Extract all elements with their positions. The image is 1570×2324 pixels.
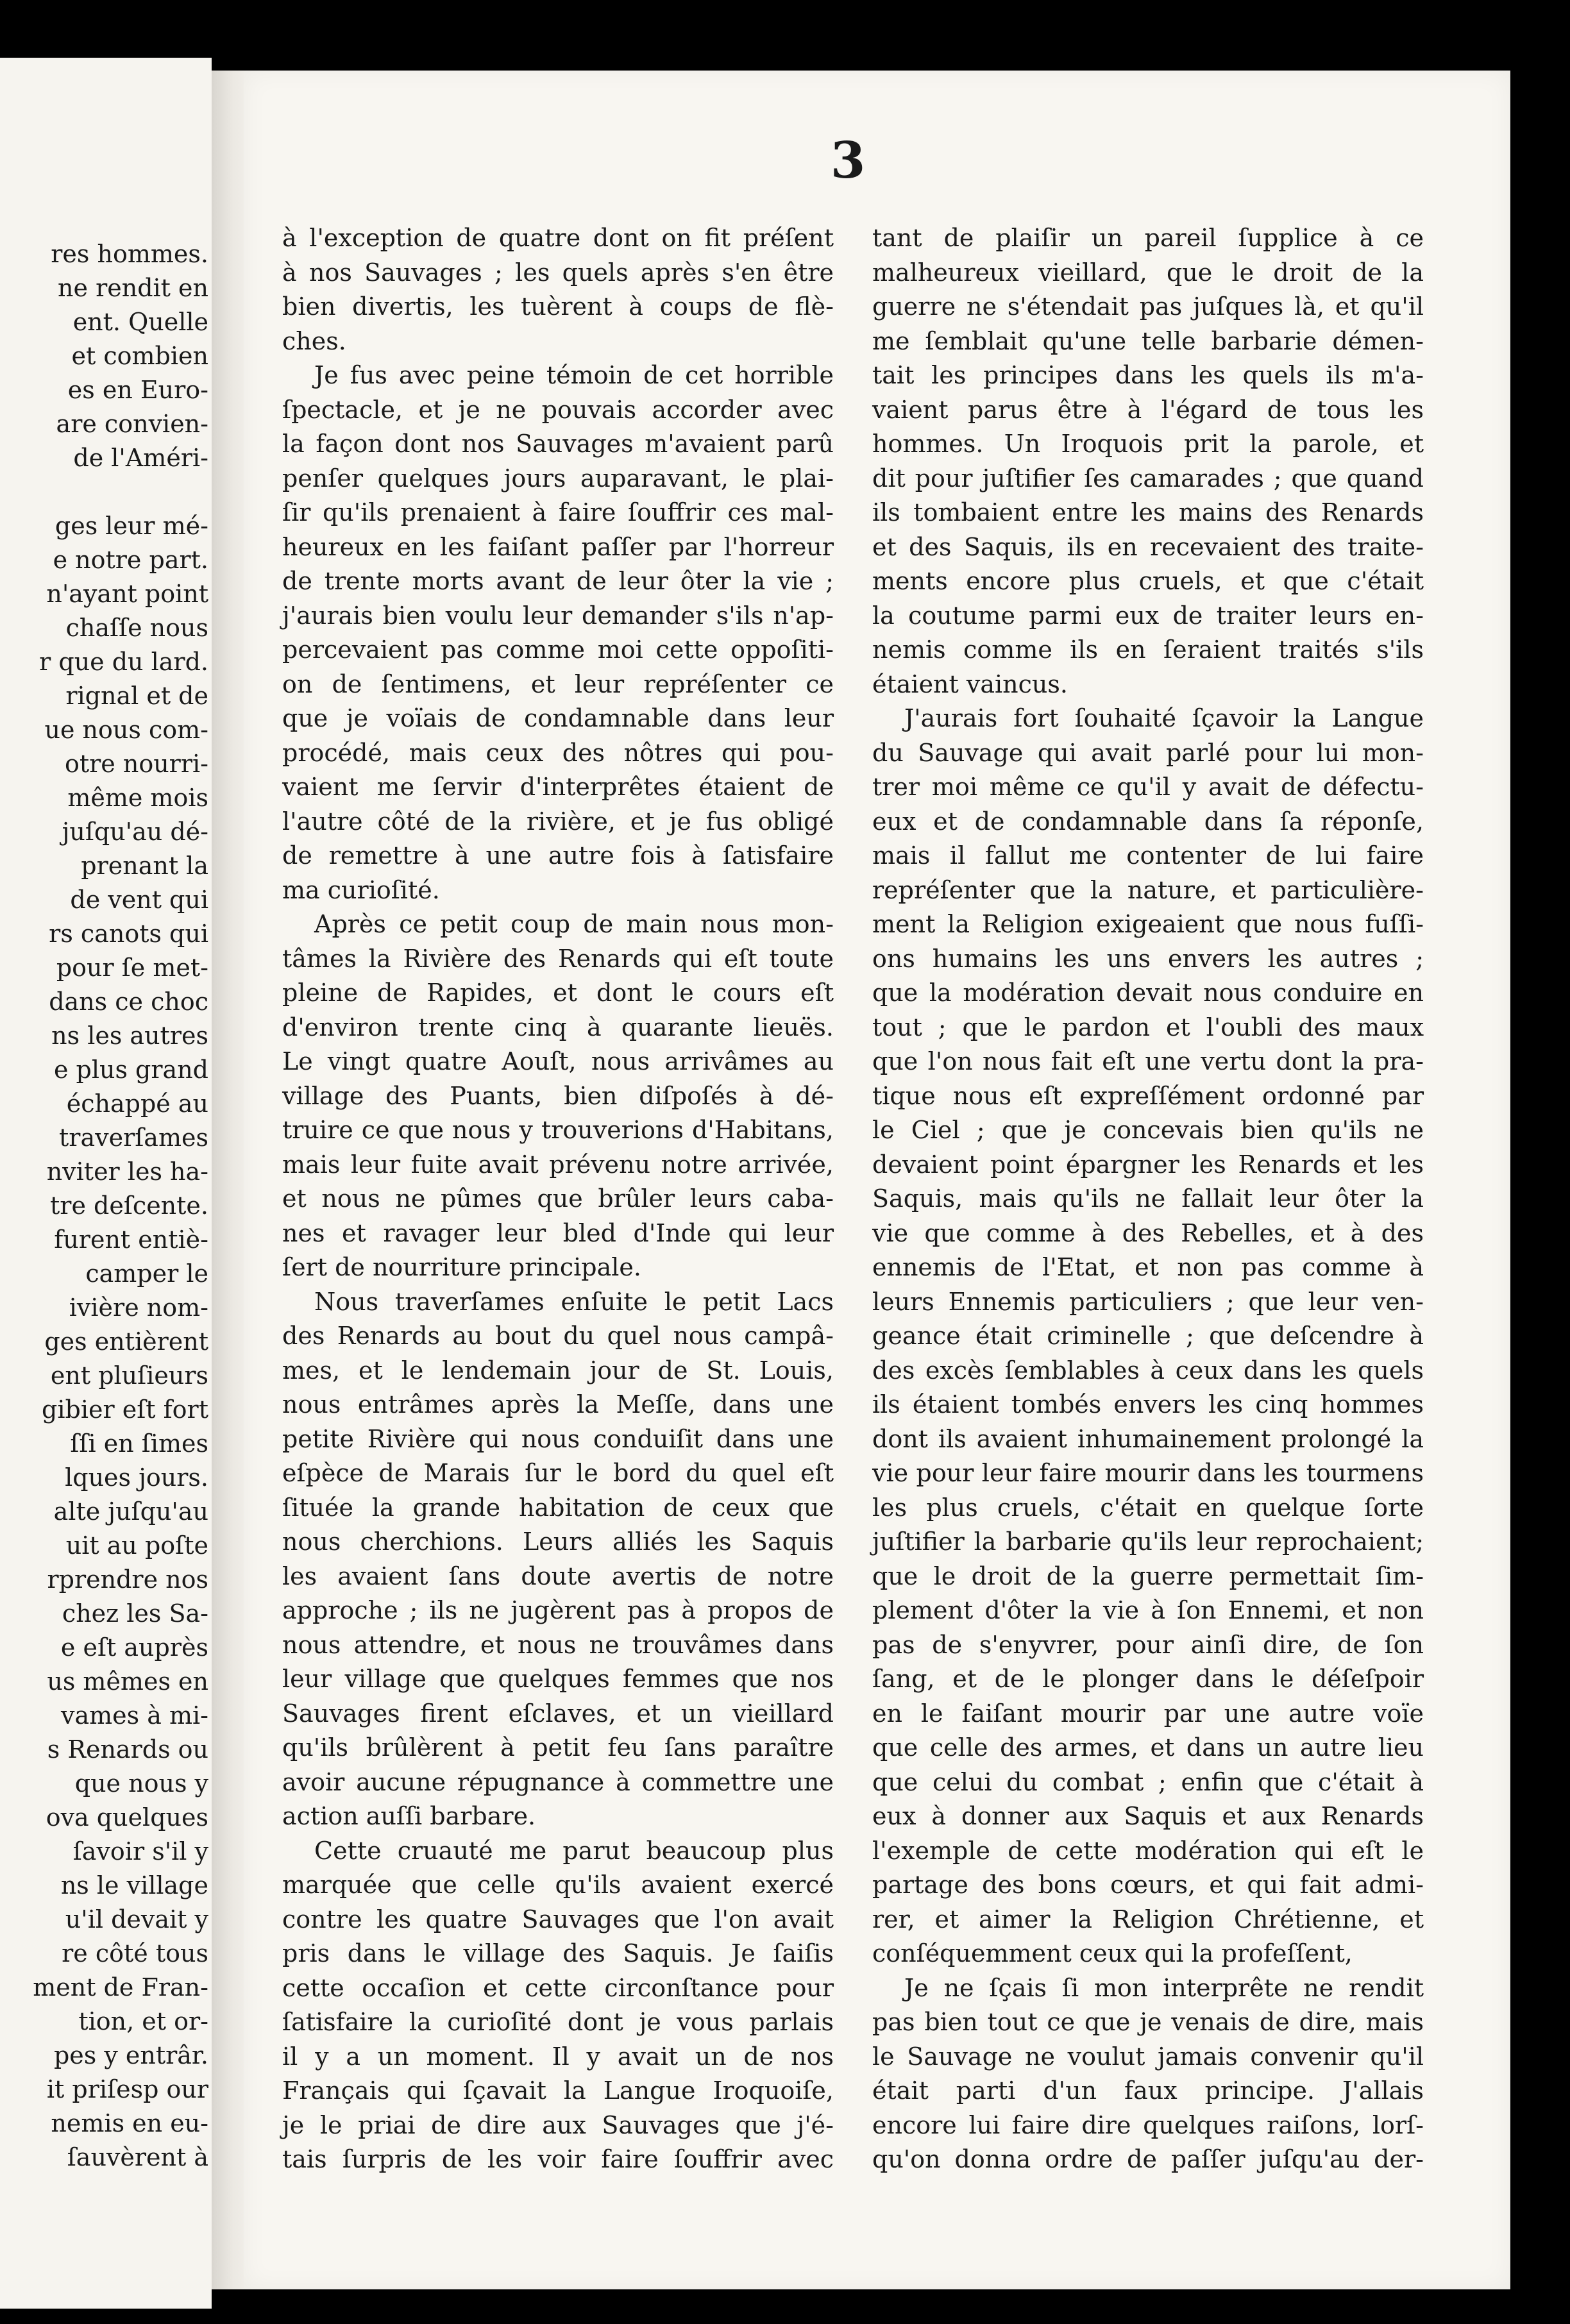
facing-page-line: juſqu'au dé- bbox=[62, 818, 208, 846]
text-line: eux et de condamnable dans ſa réponſe, bbox=[872, 807, 1424, 836]
text-line: ils tombaient entre les mains des Renards bbox=[872, 498, 1424, 526]
text-line: petite Rivière qui nous conduiſit dans une bbox=[282, 1424, 834, 1453]
text-line: plement d'ôter la vie à ſon Ennemi, et non bbox=[872, 1596, 1424, 1624]
text-line: le Ciel ; que je concevais bien qu'ils ne bbox=[872, 1116, 1424, 1144]
text-line: tant de plaiſir un pareil ſupplice à ce bbox=[872, 224, 1424, 252]
text-line: ils étaient tombés envers les cinq hommes bbox=[872, 1390, 1424, 1419]
facing-page-line: ment de Fran- bbox=[33, 1973, 208, 2001]
facing-page-line: r que du lard. bbox=[39, 648, 208, 676]
facing-page-line: vames à mi- bbox=[61, 1701, 208, 1730]
text-line: eſpèce de Marais ſur le bord du quel eſt bbox=[282, 1459, 834, 1487]
facing-page-line: otre nourri- bbox=[64, 750, 208, 778]
text-line: en le faiſant mourir par une autre voïe bbox=[872, 1699, 1424, 1728]
text-line: marquée que celle qu'ils avaient exercé bbox=[282, 1871, 834, 1899]
facing-page-line: ne rendit en bbox=[58, 274, 208, 302]
text-line: ſpectacle, et je ne pouvais accorder avec bbox=[282, 395, 834, 424]
facing-page-line: nemis en eu- bbox=[51, 2109, 208, 2137]
text-line: tâmes la Rivière des Renards qui eſt toute bbox=[282, 944, 834, 973]
text-line: nes et ravager leur bled d'Inde qui leur bbox=[282, 1218, 834, 1247]
text-line: était parti d'un faux principe. J'allais bbox=[872, 2076, 1424, 2105]
text-line: Après ce petit coup de main nous mon- bbox=[314, 910, 834, 938]
text-line: le Sauvage ne voulut jamais convenir qu'il bbox=[872, 2042, 1424, 2071]
facing-page-line: ue nous com- bbox=[44, 716, 208, 744]
facing-page-line: us mêmes en bbox=[47, 1667, 208, 1696]
facing-page-line: es en Euro- bbox=[67, 376, 208, 404]
text-line: tais ſurpris de les voir faire ſouffrir avec bbox=[282, 2145, 834, 2173]
text-line: Je fus avec peine témoin de cet horrible bbox=[314, 361, 834, 389]
text-line: ments encore plus cruels, et que c'était bbox=[872, 567, 1424, 595]
text-line: Français qui ſçavait la Langue Iroquoiſe, bbox=[282, 2076, 834, 2105]
facing-page-line: de l'Améri- bbox=[73, 444, 208, 472]
text-line: rer, et aimer la Religion Chrétienne, et bbox=[872, 1905, 1424, 1933]
text-line: les plus cruels, c'était en quelque ſorte bbox=[872, 1493, 1424, 1522]
facing-page-line: res hommes. bbox=[51, 240, 208, 268]
text-line: des excès ſemblables à ceux dans les quels bbox=[872, 1356, 1424, 1385]
facing-page-line bbox=[0, 475, 208, 509]
text-line: partage des bons cœurs, et qui fait admi- bbox=[872, 1871, 1424, 1899]
facing-page-line: rignal et de bbox=[65, 682, 208, 710]
facing-page-line: ns le village bbox=[60, 1871, 208, 1899]
text-line: mais il fallut me contenter de lui faire bbox=[872, 841, 1424, 870]
text-line: et nous ne pûmes que brûler leurs caba- bbox=[282, 1184, 834, 1213]
text-line: que celui du combat ; enfin que c'était à bbox=[872, 1767, 1424, 1796]
facing-page-line: ſauvèrent à bbox=[67, 2143, 208, 2171]
text-line: que l'on nous fait eſt une vertu dont la pra- bbox=[872, 1047, 1424, 1075]
text-line: Le vingt quatre Aouſt, nous arrivâmes au bbox=[282, 1047, 834, 1075]
facing-page-edge bbox=[0, 58, 212, 2309]
text-line: heureux en les faiſant paſſer par l'horreur bbox=[282, 532, 834, 561]
text-line: les avaient ſans doute avertis de notre bbox=[282, 1562, 834, 1590]
text-line: mais leur fuite avait prévenu notre arrivée, bbox=[282, 1150, 834, 1179]
text-line: Nous traverſames enſuite le petit Lacs bbox=[314, 1287, 834, 1316]
text-line: geance était criminelle ; que deſcendre à bbox=[872, 1322, 1424, 1350]
text-line: à nos Sauvages ; les quels après s'en être bbox=[282, 258, 834, 287]
text-line: que celle des armes, et dans un autre lieu bbox=[872, 1733, 1424, 1762]
text-line: J'aurais fort ſouhaité ſçavoir la Langue bbox=[904, 704, 1424, 732]
text-line: de remettre à une autre fois à ſatisfaire bbox=[282, 841, 834, 870]
text-line: Cette cruauté me parut beaucoup plus bbox=[314, 1836, 834, 1865]
text-line: étaient vaincus. bbox=[872, 669, 1068, 698]
facing-page-line: chaſſe nous bbox=[65, 614, 208, 642]
facing-page-line: prenant la bbox=[81, 852, 208, 880]
text-line: ſang, et de le plonger dans le déſeſpoir bbox=[872, 1665, 1424, 1693]
facing-page-line: re côté tous bbox=[62, 1939, 208, 1967]
facing-page-line: are convien- bbox=[56, 410, 208, 438]
facing-page-line: uit au poſte bbox=[65, 1531, 208, 1560]
facing-page-line: nviter les ha- bbox=[46, 1158, 208, 1186]
text-line: la façon dont nos Sauvages m'avaient parû bbox=[282, 430, 834, 458]
text-line: pas de s'enyvrer, pour ainſi dire, de ſon bbox=[872, 1630, 1424, 1659]
facing-page-line: u'il devait y bbox=[65, 1905, 208, 1933]
text-line: ons humains les uns envers les autres ; bbox=[872, 944, 1424, 973]
facing-page-line: camper le bbox=[85, 1259, 208, 1288]
facing-page-line: gibier eſt fort bbox=[42, 1395, 208, 1424]
text-line: action auſſi barbare. bbox=[282, 1802, 536, 1830]
text-line: truire ce que nous y trouverions d'Habitans, bbox=[282, 1116, 834, 1144]
text-line: l'exemple de cette modération qui eſt le bbox=[872, 1836, 1424, 1865]
text-line: vie que comme à des Rebelles, et à des bbox=[872, 1218, 1424, 1247]
text-line: nous cherchions. Leurs alliés les Saquis bbox=[282, 1528, 834, 1556]
text-line: que je voïais de condamnable dans leur bbox=[282, 704, 834, 732]
facing-page-line: ent. Quelle bbox=[72, 308, 208, 336]
facing-page-line: ſavoir s'il y bbox=[72, 1837, 208, 1865]
text-line: ment la Religion exigeaient que nous fuſſi- bbox=[872, 910, 1424, 938]
text-line: eux à donner aux Saquis et aux Renards bbox=[872, 1802, 1424, 1830]
text-line: la coutume parmi eux de traiter leurs en- bbox=[872, 601, 1424, 630]
text-line: cette occaſion et cette circonſtance pour bbox=[282, 1973, 834, 2002]
text-line: repréſenter que la nature, et particulière- bbox=[872, 875, 1424, 904]
facing-page-line: alte juſqu'au bbox=[53, 1497, 208, 1526]
text-line: pris dans le village des Saquis. Je ſaiſis bbox=[282, 1939, 834, 1967]
page-number: 3 bbox=[831, 131, 867, 190]
text-line: ches. bbox=[282, 326, 346, 355]
facing-page-line: que nous y bbox=[74, 1769, 208, 1798]
text-line: ſir qu'ils prenaient à faire ſouffrir ces mal- bbox=[282, 498, 834, 526]
text-line: penſer quelques jours auparavant, le plai- bbox=[282, 464, 834, 493]
text-line: pleine de Rapides, et dont le cours eſt bbox=[282, 979, 834, 1007]
text-line: mes, et le lendemain jour de St. Louis, bbox=[282, 1356, 834, 1385]
text-line: tout ; que le pardon et l'oubli des maux bbox=[872, 1013, 1424, 1041]
text-line: Saquis, mais qu'ils ne fallait leur ôter la bbox=[872, 1184, 1424, 1213]
text-line: de trente morts avant de leur ôter la vie ; bbox=[282, 567, 834, 595]
text-line: conſéquemment ceux qui la profeſſent, bbox=[872, 1939, 1353, 1967]
facing-page-line: ſſi en ſimes bbox=[70, 1429, 208, 1458]
text-line: malheureux vieillard, que le droit de la bbox=[872, 258, 1424, 287]
text-line: ſert de nourriture principale. bbox=[282, 1253, 641, 1281]
text-line: ma curioſité. bbox=[282, 875, 440, 904]
text-line: vie pour leur faire mourir dans les tourmens bbox=[872, 1459, 1424, 1487]
text-line: à l'exception de quatre dont on fit préſent bbox=[282, 224, 834, 252]
text-line: que la modération devait nous conduire en bbox=[872, 979, 1424, 1007]
text-line: vaient parus être à l'égard de tous les bbox=[872, 395, 1424, 424]
facing-page-line: et combien bbox=[71, 342, 208, 370]
text-line: pas bien tout ce que je venais de dire, mais bbox=[872, 2008, 1424, 2036]
text-line: Je ne ſçais ſi mon interprête ne rendit bbox=[904, 1973, 1424, 2002]
text-line: il y a un moment. Il y avait un de nos bbox=[282, 2042, 834, 2071]
facing-page-line: rprendre nos bbox=[47, 1565, 208, 1594]
text-line: trer moi même ce qu'il y avait de défectu- bbox=[872, 773, 1424, 801]
text-line: bien divertis, les tuèrent à coups de flè- bbox=[282, 292, 834, 321]
text-line: avoir aucune répugnance à commettre une bbox=[282, 1767, 834, 1796]
facing-page-line: dans ce choc bbox=[49, 988, 208, 1016]
facing-page-line: même mois bbox=[67, 784, 208, 812]
facing-page-line: e eſt auprès bbox=[60, 1633, 208, 1662]
text-line: ennemis de l'Etat, et non pas comme à bbox=[872, 1253, 1424, 1281]
text-line: nous entrâmes après la Meſſe, dans une bbox=[282, 1390, 834, 1419]
facing-page-line: ent pluſieurs bbox=[50, 1361, 208, 1390]
text-line: qu'on donna ordre de paſſer juſqu'au der- bbox=[872, 2145, 1424, 2173]
text-line: village des Puants, bien diſpoſés à dé- bbox=[282, 1081, 834, 1110]
facing-page-line: traverſames bbox=[59, 1124, 208, 1152]
facing-page-line: tre deſcente. bbox=[50, 1191, 208, 1220]
text-line: procédé, mais ceux des nôtres qui pou- bbox=[282, 738, 834, 767]
facing-page-text bbox=[0, 237, 212, 2175]
facing-page-line: pes y entrâr. bbox=[53, 2041, 208, 2069]
text-column-right bbox=[872, 221, 1424, 2177]
text-column-left bbox=[282, 221, 834, 2177]
text-line: que le droit de la guerre permettait ſim- bbox=[872, 1562, 1424, 1590]
facing-page-line: rs canots qui bbox=[49, 920, 208, 948]
facing-page-line: ova quelques bbox=[46, 1803, 208, 1831]
text-line: percevaient pas comme moi cette oppoſiti- bbox=[282, 636, 834, 664]
facing-page-line: échappé au bbox=[66, 1090, 208, 1118]
facing-page-line: furent entiè- bbox=[54, 1225, 208, 1254]
facing-page-line: lques jours. bbox=[65, 1463, 208, 1492]
facing-page-line: de vent qui bbox=[70, 886, 208, 914]
text-line: ſituée la grande habitation de ceux que bbox=[282, 1493, 834, 1522]
text-line: contre les quatre Sauvages que l'on avait bbox=[282, 1905, 834, 1933]
facing-page-line: e notre part. bbox=[53, 546, 208, 574]
text-line: vaient me ſervir d'interprêtes étaient de bbox=[282, 773, 834, 801]
text-line: du Sauvage qui avait parlé pour lui mon- bbox=[872, 738, 1424, 767]
facing-page-line: tion, et or- bbox=[78, 2007, 208, 2035]
text-line: hommes. Un Iroquois prit la parole, et bbox=[872, 430, 1424, 458]
facing-page-line: chez les Sa- bbox=[62, 1599, 208, 1628]
text-line: nous attendre, et nous ne trouvâmes dans bbox=[282, 1630, 834, 1659]
facing-page-line: ivière nom- bbox=[69, 1293, 208, 1322]
facing-page-line: e plus grand bbox=[53, 1056, 208, 1084]
facing-page-line: ges entièrent bbox=[44, 1327, 208, 1356]
text-line: encore lui faire dire quelques raiſons, lorſ- bbox=[872, 2110, 1424, 2139]
text-line: Sauvages firent eſclaves, et un vieillard bbox=[282, 1699, 834, 1728]
text-line: dont ils avaient inhumainement prolongé la bbox=[872, 1424, 1424, 1453]
text-line: tait les principes dans les quels ils m'a- bbox=[872, 361, 1424, 389]
text-line: ſatisfaire la curioſité dont je vous parlais bbox=[282, 2008, 834, 2036]
text-line: je le priai de dire aux Sauvages que j'é- bbox=[282, 2110, 834, 2139]
text-line: d'environ trente cinq à quarante lieuës. bbox=[282, 1013, 834, 1041]
facing-page-line: n'ayant point bbox=[46, 580, 208, 608]
text-line: juſtifier la barbarie qu'ils leur reprochaient; bbox=[872, 1528, 1424, 1556]
text-line: approche ; ils ne jugèrent pas à propos de bbox=[282, 1596, 834, 1624]
text-line: devaient point épargner les Renards et les bbox=[872, 1150, 1424, 1179]
text-line: leurs Ennemis particuliers ; que leur ven- bbox=[872, 1287, 1424, 1316]
facing-page-line: it priſesp our bbox=[46, 2075, 208, 2103]
facing-page-line: s Renards ou bbox=[47, 1735, 208, 1764]
text-line: tique nous eſt expreſſément ordonné par bbox=[872, 1081, 1424, 1110]
text-line: des Renards au bout du quel nous campâ- bbox=[282, 1322, 834, 1350]
text-line: qu'ils brûlèrent à petit feu ſans paraître bbox=[282, 1733, 834, 1762]
text-line: et des Saquis, ils en recevaient des traite- bbox=[872, 532, 1424, 561]
text-line: leur village que quelques femmes que nos bbox=[282, 1665, 834, 1693]
text-line: dit pour juſtifier ſes camarades ; que quand bbox=[872, 464, 1424, 493]
text-line: l'autre côté de la rivière, et je fus obligé bbox=[282, 807, 834, 836]
facing-page-line: ges leur mé- bbox=[55, 512, 208, 540]
text-line: me ſemblait qu'une telle barbarie démen- bbox=[872, 326, 1424, 355]
text-line: nemis comme ils en ſeraient traités s'ils bbox=[872, 636, 1424, 664]
text-line: guerre ne s'étendait pas juſques là, et qu'il bbox=[872, 292, 1424, 321]
facing-page-line: ns les autres bbox=[51, 1022, 208, 1050]
text-line: on de ſentimens, et leur repréſenter ce bbox=[282, 669, 834, 698]
text-line: j'aurais bien voulu leur demander s'ils n'ap- bbox=[282, 601, 834, 630]
facing-page-line: pour ſe met- bbox=[56, 954, 208, 982]
